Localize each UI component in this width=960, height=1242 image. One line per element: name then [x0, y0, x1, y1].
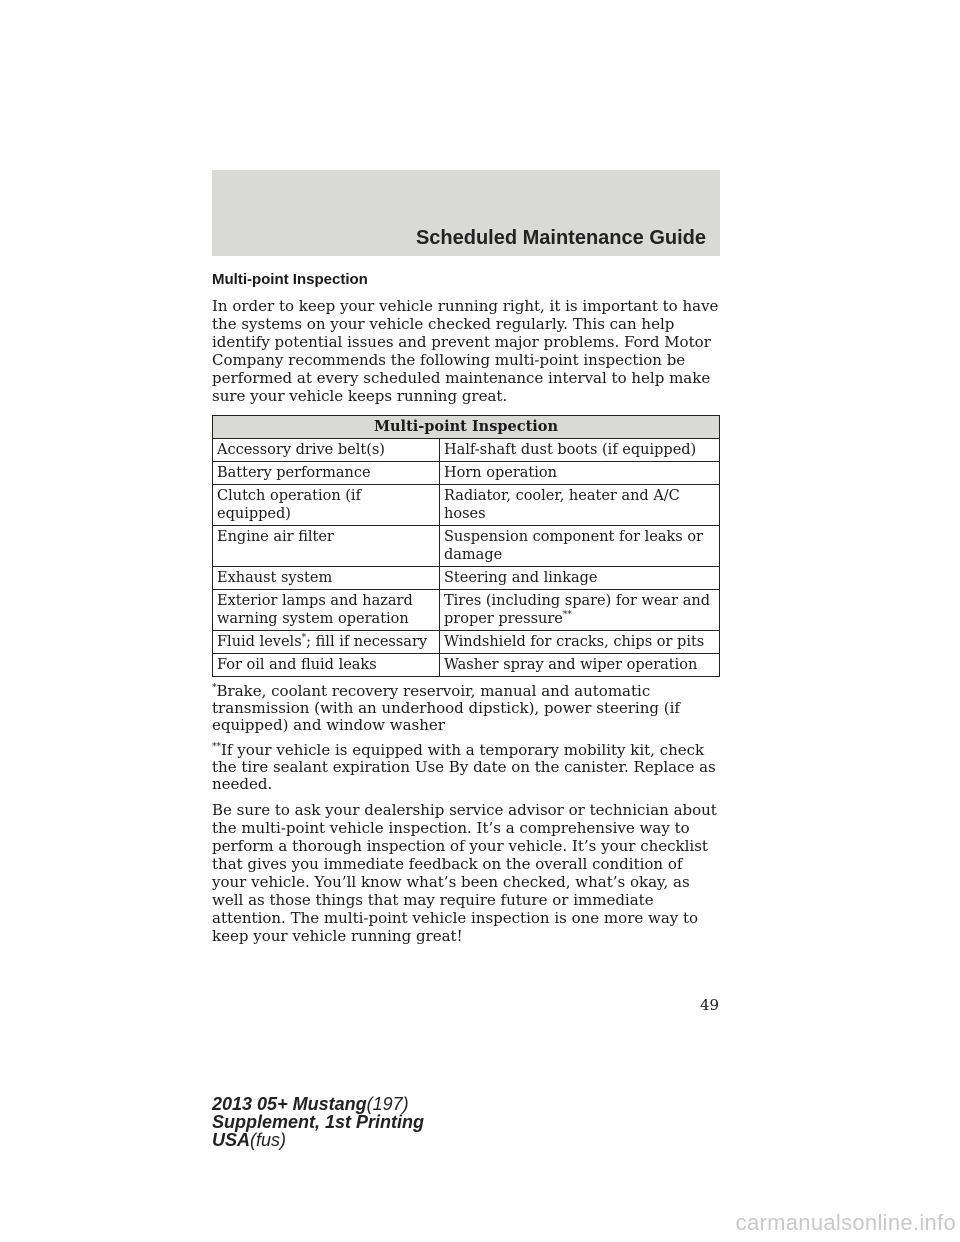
footnote-marker: **: [562, 610, 572, 621]
footer-line-3: [212, 1131, 424, 1149]
table-row: [213, 567, 720, 590]
table-cell: Steering and linkage: [440, 567, 720, 590]
footnote-text: Brake, coolant recovery reservoir, manual and automatic transmission (with an underhood dipstick), power steering (if equipped) and window washer: [212, 682, 680, 734]
footnote-2: [212, 742, 720, 793]
table-cell: For oil and fluid leaks: [213, 654, 440, 677]
closing-paragraph: Be sure to ask your dealership service advisor or technician about the multi-point vehicle inspection. It’s a comprehensive way to perform a thorough inspection of your vehicle. It’s your checklist that gives you immediate feedback on the overall condition of your vehicle. You’ll know what’s been checked, what’s okay, as well as those things that may require future or immediate attention. The multi-point vehicle inspection is one more way to keep your vehicle running great!: [212, 801, 717, 945]
footnote-text: If your vehicle is equipped with a temporary mobility kit, check the tire sealant expiration Use By date on the canister. Replace as needed.: [212, 741, 716, 793]
page-content: [212, 270, 720, 955]
footer-model: 2013 05+ Mustang: [212, 1094, 367, 1114]
footer-line-1: [212, 1095, 424, 1113]
table-cell: [440, 590, 720, 631]
table-cell: Exhaust system: [213, 567, 440, 590]
footer-market: USA: [212, 1130, 251, 1150]
cell-text: ; fill if necessary: [306, 634, 428, 650]
table-cell: Battery performance: [213, 462, 440, 485]
table-cell: [213, 631, 440, 654]
document-footer: [212, 1095, 424, 1149]
table-row: [213, 485, 720, 526]
table-cell: Accessory drive belt(s): [213, 439, 440, 462]
cell-text: Fluid levels: [217, 634, 302, 650]
footer-model-code: (197): [366, 1094, 409, 1114]
table-title: Multi-point Inspection: [213, 416, 720, 439]
footnote-marker: **: [212, 742, 221, 752]
intro-paragraph: In order to keep your vehicle running right, it is important to have the systems on your vehicle checked regularly. This can help identify potential issues and prevent major problems. Ford Motor Company recommends the following multi-point inspection be performed at every scheduled maintenance interval to help make sure your vehicle keeps running great.: [212, 297, 719, 405]
table-cell: Half-shaft dust boots (if equipped): [440, 439, 720, 462]
footnote-marker: *: [301, 633, 307, 644]
page-header-title: Scheduled Maintenance Guide: [415, 227, 706, 249]
footer-line-2: [212, 1113, 424, 1131]
footer-printing: Supplement, 1st Printing: [212, 1112, 425, 1132]
table-row: [213, 654, 720, 677]
table-row: [213, 631, 720, 654]
footer-market-code: (fus): [250, 1130, 287, 1150]
table-header-row: [213, 416, 720, 439]
table-cell: Washer spray and wiper operation: [440, 654, 720, 677]
table-cell: Engine air filter: [213, 526, 440, 567]
table-row: [213, 526, 720, 567]
footnote-1: [212, 683, 720, 734]
inspection-table: [212, 415, 720, 677]
table-cell: Exterior lamps and hazard warning system operation: [213, 590, 440, 631]
table-row: [213, 590, 720, 631]
table-row: [213, 439, 720, 462]
page-number: 49: [700, 996, 720, 1014]
footnote-marker: *: [212, 683, 217, 693]
section-heading: Multi-point Inspection: [212, 271, 368, 288]
table-cell: Suspension component for leaks or damage: [440, 526, 720, 567]
table-cell: Radiator, cooler, heater and A/C hoses: [440, 485, 720, 526]
table-row: [213, 462, 720, 485]
watermark: carmanualsonline.info: [735, 1210, 956, 1235]
table-cell: Windshield for cracks, chips or pits: [440, 631, 720, 654]
table-cell: Clutch operation (if equipped): [213, 485, 440, 526]
table-cell: Horn operation: [440, 462, 720, 485]
cell-text: Tires (including spare) for wear and proper pressure: [444, 593, 710, 627]
header-band: [212, 170, 720, 256]
